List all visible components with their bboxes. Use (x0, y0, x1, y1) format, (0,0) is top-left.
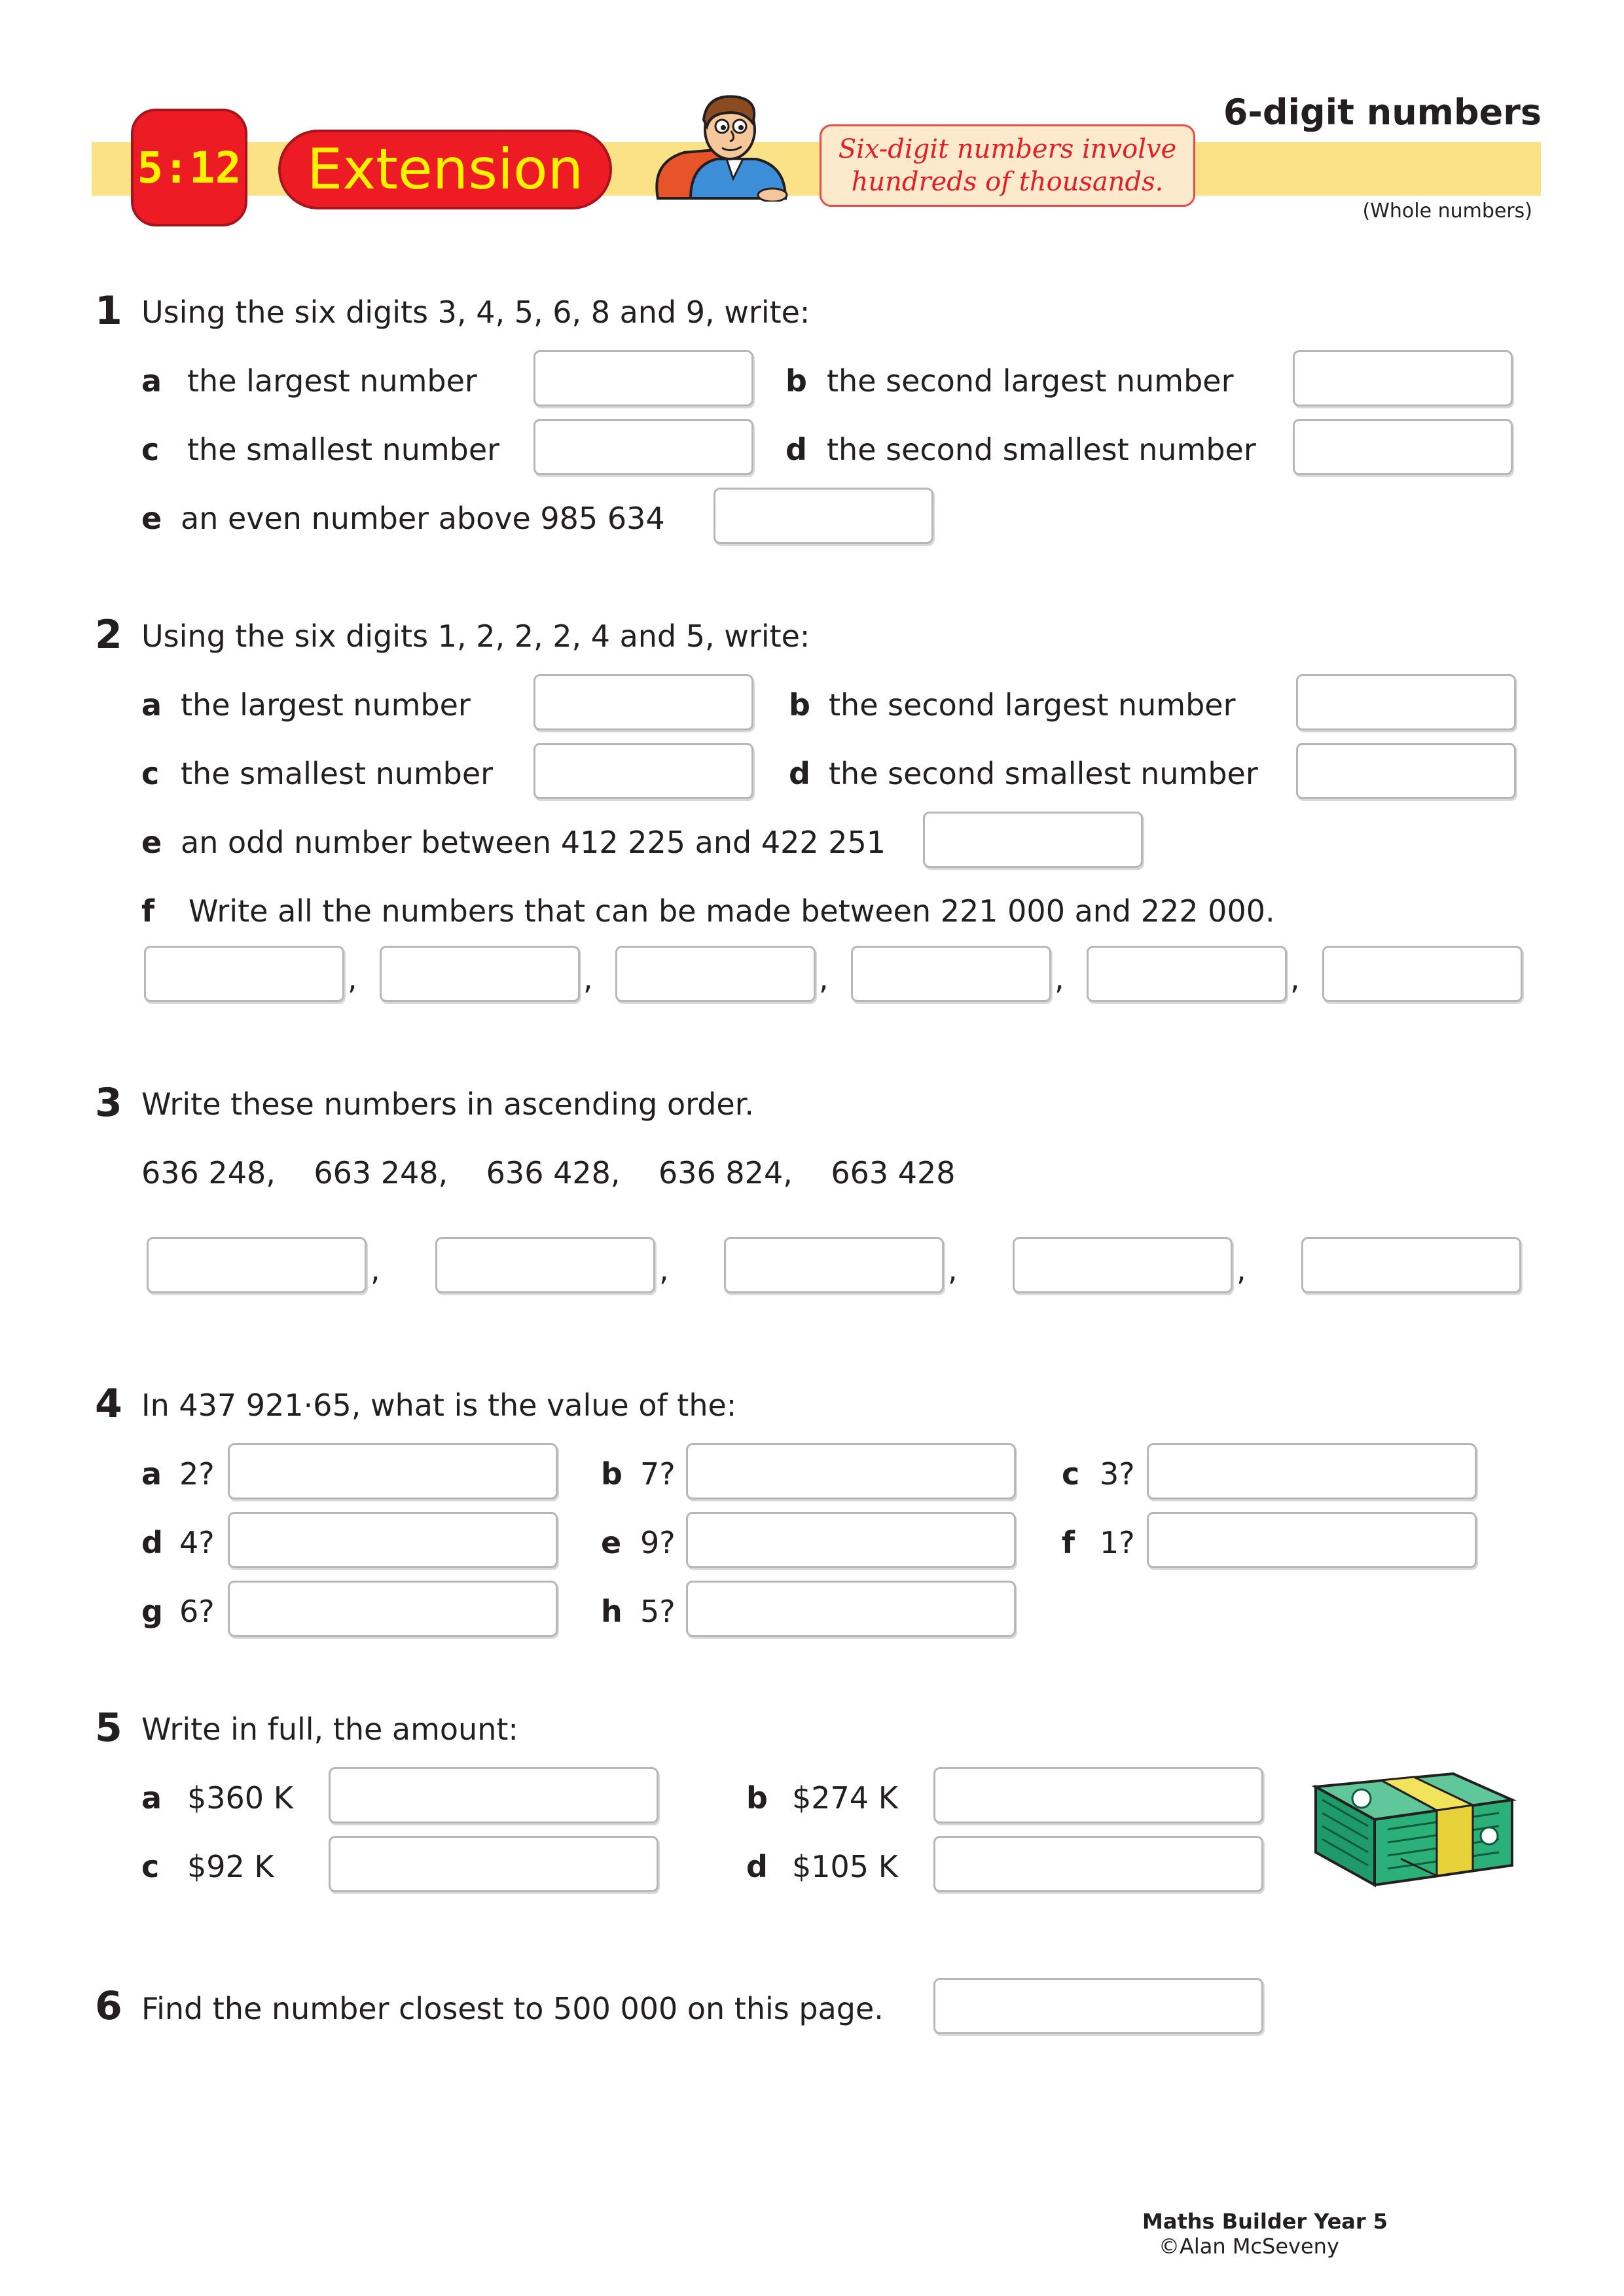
q2c-letter: c (141, 756, 160, 791)
question-1-number: 1 (95, 288, 122, 334)
q4a-answer-box[interactable] (228, 1443, 558, 1499)
q4c-answer-box[interactable] (1147, 1443, 1477, 1499)
question-3-number: 3 (95, 1080, 122, 1126)
q5c-letter: c (141, 1849, 160, 1884)
q4e-label: 9? (640, 1525, 676, 1560)
footer-copyright: ©Alan McSeveny (1159, 2234, 1339, 2259)
q1e-letter: e (141, 501, 162, 536)
mascot-illustration (645, 90, 802, 202)
q5c-label: $92 K (187, 1849, 274, 1884)
q2f-answer-box-6[interactable] (1322, 946, 1523, 1002)
q2b-letter: b (789, 687, 810, 723)
question-2-text: Using the six digits 1, 2, 2, 2, 4 and 5, write: (141, 619, 810, 654)
tip-line-2: hundreds of thousands. (851, 167, 1164, 197)
question-6-number: 6 (95, 1983, 122, 2029)
q2c-answer-box[interactable] (533, 743, 753, 799)
q3-answer-box-5[interactable] (1301, 1237, 1521, 1293)
q2d-letter: d (789, 756, 810, 791)
q2d-answer-box[interactable] (1296, 743, 1516, 799)
q2f-comma-1: , (348, 961, 357, 996)
q2f-letter: f (141, 893, 155, 929)
q1d-label: the second smallest number (827, 432, 1256, 467)
q4a-letter: a (141, 1456, 162, 1492)
q3-answer-box-4[interactable] (1013, 1237, 1233, 1293)
q5b-label: $274 K (792, 1780, 898, 1816)
q4e-answer-box[interactable] (686, 1512, 1016, 1568)
q4h-letter: h (601, 1594, 623, 1629)
q5a-label: $360 K (187, 1780, 293, 1816)
q3-number-list: 636 248, 663 248, 636 428, 636 824, 663 428 (141, 1155, 956, 1191)
q1c-label: the smallest number (187, 432, 500, 467)
q1a-label: the largest number (187, 363, 477, 399)
q2f-answer-box-5[interactable] (1087, 946, 1287, 1002)
q2a-label: the largest number (181, 687, 471, 723)
q4h-label: 5? (640, 1594, 676, 1629)
q2f-comma-3: , (819, 961, 829, 996)
q4f-answer-box[interactable] (1147, 1512, 1477, 1568)
q3-comma-2: , (659, 1252, 669, 1287)
q3-answer-box-1[interactable] (147, 1237, 367, 1293)
tip-box (820, 124, 1195, 207)
q1d-answer-box[interactable] (1293, 419, 1513, 475)
q4c-label: 3? (1100, 1456, 1135, 1492)
q2f-label: Write all the numbers that can be made between 221 000 and 222 000. (189, 893, 1275, 929)
q4a-label: 2? (179, 1456, 215, 1492)
q4d-letter: d (141, 1525, 163, 1560)
q4b-label: 7? (640, 1456, 676, 1492)
q4g-answer-box[interactable] (228, 1581, 558, 1637)
q1c-letter: c (141, 432, 160, 467)
question-4-text: In 437 921·65, what is the value of the: (141, 1388, 737, 1423)
q1a-letter: a (141, 363, 162, 399)
q5d-answer-box[interactable] (933, 1836, 1263, 1892)
q2f-answer-box-2[interactable] (380, 946, 580, 1002)
question-2-number: 2 (95, 612, 122, 658)
q3-comma-1: , (370, 1252, 380, 1287)
q2f-answer-box-1[interactable] (144, 946, 344, 1002)
q2b-answer-box[interactable] (1296, 674, 1516, 730)
q3-comma-4: , (1236, 1252, 1246, 1287)
q2f-comma-2: , (583, 961, 593, 996)
money-stack-icon (1303, 1761, 1525, 1898)
q4c-letter: c (1062, 1456, 1080, 1492)
q4d-answer-box[interactable] (228, 1512, 558, 1568)
q5a-letter: a (141, 1780, 162, 1816)
q2b-label: the second largest number (829, 687, 1236, 723)
q1b-letter: b (785, 363, 807, 399)
question-5-text: Write in full, the amount: (141, 1712, 518, 1747)
q1b-answer-box[interactable] (1293, 350, 1513, 406)
q4d-label: 4? (179, 1525, 215, 1560)
tip-line-1: Six-digit numbers involve (838, 134, 1177, 164)
question-5-number: 5 (95, 1705, 122, 1751)
q6-answer-box[interactable] (933, 1978, 1263, 2034)
q2c-label: the smallest number (181, 756, 494, 791)
q5d-label: $105 K (792, 1849, 898, 1884)
question-6-text: Find the number closest to 500 000 on this page. (141, 1991, 884, 2026)
question-3-text: Write these numbers in ascending order. (141, 1086, 755, 1122)
page-subtitle: (Whole numbers) (1362, 200, 1532, 223)
q2e-letter: e (141, 825, 162, 860)
q1e-answer-box[interactable] (713, 488, 933, 544)
q3-comma-3: , (948, 1252, 958, 1287)
q5b-letter: b (746, 1780, 768, 1816)
q4g-letter: g (141, 1594, 163, 1629)
footer-book-title: Maths Builder Year 5 (1142, 2209, 1388, 2234)
q4b-answer-box[interactable] (686, 1443, 1016, 1499)
section-badge: 5:12 (131, 109, 247, 226)
q2a-answer-box[interactable] (533, 674, 753, 730)
q2a-letter: a (141, 687, 162, 723)
q2f-comma-4: , (1055, 961, 1064, 996)
q1a-answer-box[interactable] (533, 350, 753, 406)
q2f-answer-box-4[interactable] (851, 946, 1051, 1002)
q1b-label: the second largest number (827, 363, 1234, 399)
q1c-answer-box[interactable] (533, 419, 753, 475)
q1d-letter: d (785, 432, 807, 467)
q5b-answer-box[interactable] (933, 1767, 1263, 1823)
q3-answer-box-2[interactable] (435, 1237, 655, 1293)
q1e-label: an even number above 985 634 (181, 501, 665, 536)
question-4-number: 4 (95, 1381, 122, 1427)
q2e-label: an odd number between 412 225 and 422 251 (181, 825, 886, 860)
q4b-letter: b (601, 1456, 623, 1492)
q5a-answer-box[interactable] (329, 1767, 659, 1823)
q4f-label: 1? (1100, 1525, 1135, 1560)
page-title: 6-digit numbers (1223, 92, 1542, 133)
q5d-letter: d (746, 1849, 768, 1884)
q3-answer-box-3[interactable] (724, 1237, 944, 1293)
q2f-answer-box-3[interactable] (615, 946, 816, 1002)
q2d-label: the second smallest number (829, 756, 1258, 791)
q4g-label: 6? (179, 1594, 215, 1629)
question-1-text: Using the six digits 3, 4, 5, 6, 8 and 9, write: (141, 295, 810, 330)
q2f-comma-5: , (1290, 961, 1300, 996)
q5c-answer-box[interactable] (329, 1836, 659, 1892)
q4e-letter: e (601, 1525, 622, 1560)
extension-pill: Extension (278, 130, 612, 209)
q4h-answer-box[interactable] (686, 1581, 1016, 1637)
q2e-answer-box[interactable] (923, 812, 1143, 868)
q4f-letter: f (1062, 1525, 1075, 1560)
